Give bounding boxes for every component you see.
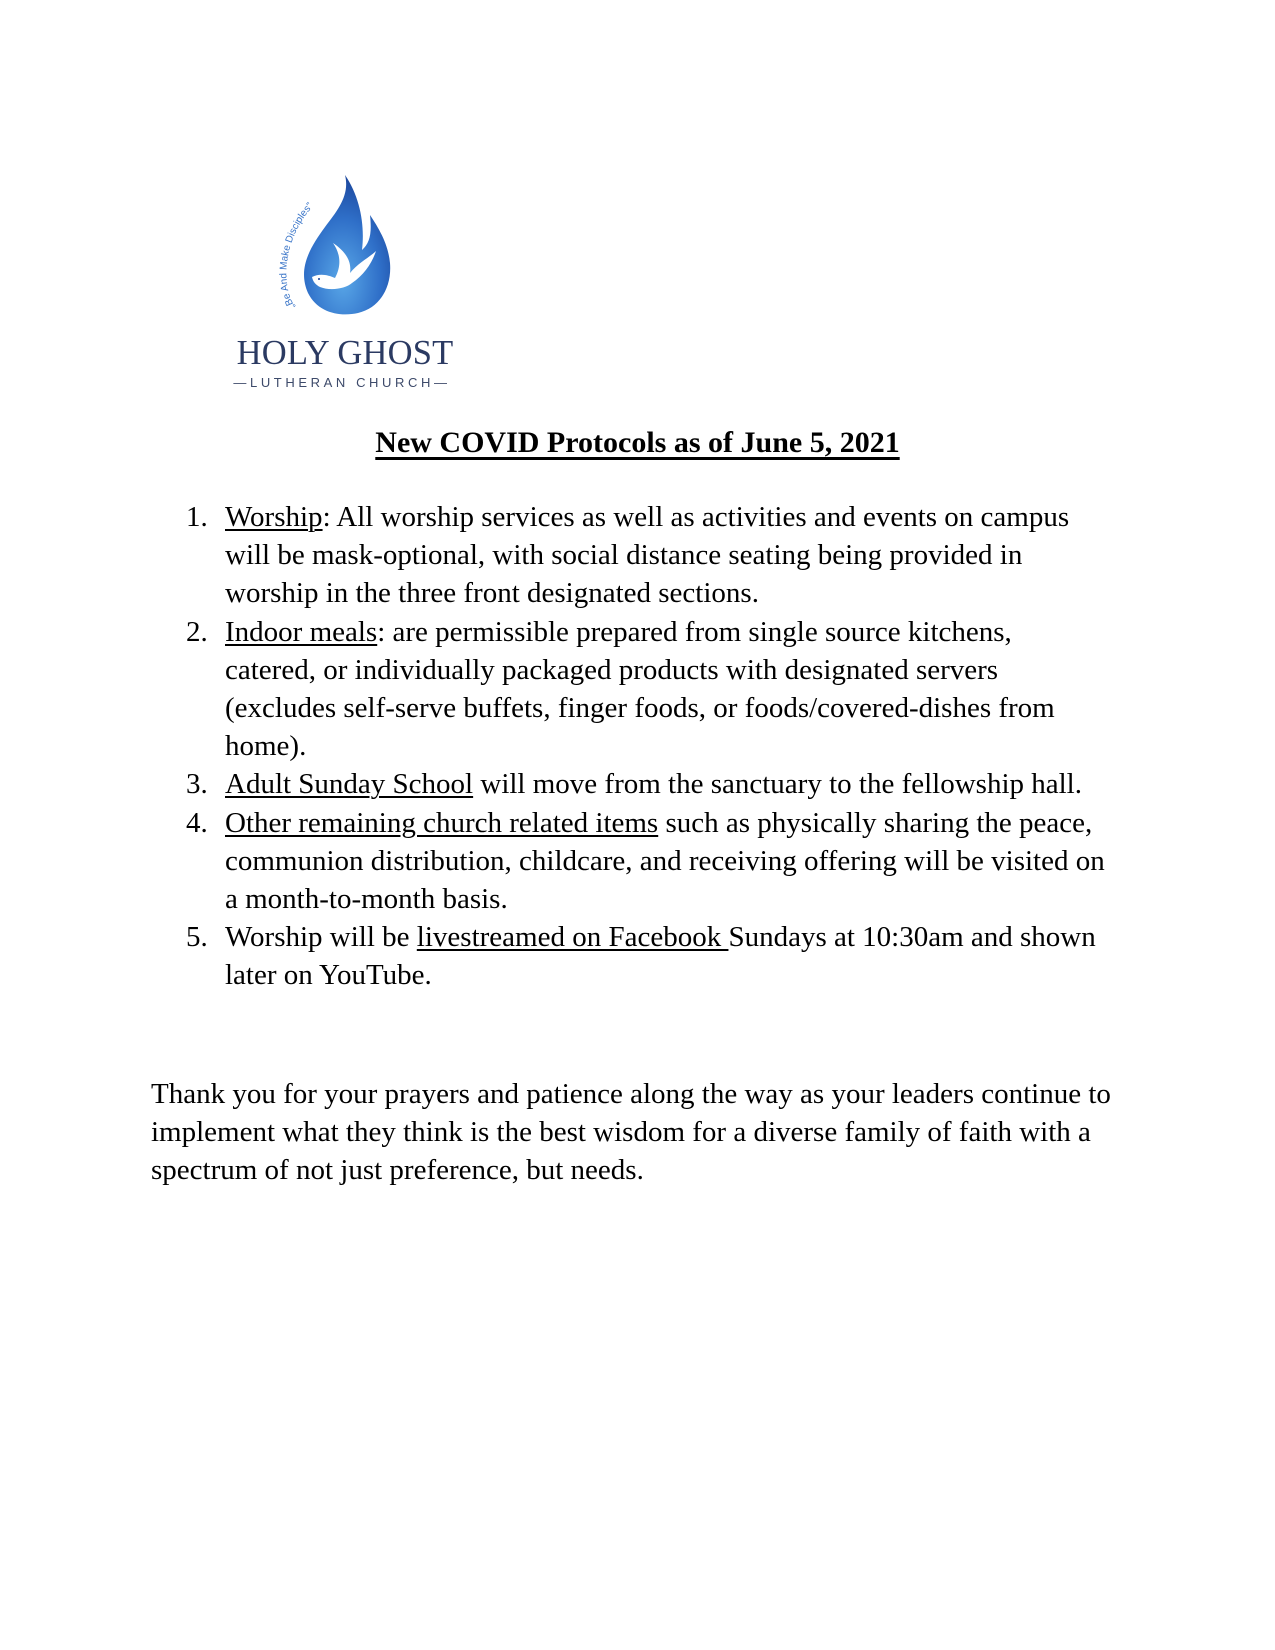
item-number: 2. xyxy=(186,615,208,648)
title-text: New COVID Protocols as of June 5, 2021 xyxy=(375,426,900,459)
protocol-item-livestream xyxy=(186,918,1106,994)
item-heading: Worship xyxy=(225,501,323,533)
document-title xyxy=(0,425,1275,461)
flame-dove-icon xyxy=(200,165,490,335)
item-number: 4. xyxy=(186,806,208,839)
item-number: 3. xyxy=(186,768,208,801)
closing-paragraph: Thank you for your prayers and patience along the way as your leaders continue to implement what they think is the best wisdom for a diverse family of faith with a spectrum of not just preference, but needs. xyxy=(151,1078,1111,1187)
item-text: will move from the sanctuary to the fellowship hall. xyxy=(473,768,1082,801)
item-prefix: Worship will be xyxy=(225,921,417,954)
protocol-item-worship xyxy=(186,498,1106,613)
protocol-item-sunday-school xyxy=(186,765,1106,803)
livestream-link[interactable]: livestreamed on Facebook xyxy=(416,921,729,954)
protocol-list xyxy=(186,498,1106,995)
church-logo xyxy=(200,165,490,405)
protocol-item-indoor-meals xyxy=(186,613,1106,766)
item-text: Sundays at 10:30am and shown later on YouTube. xyxy=(225,921,1096,992)
item-text: : All worship services as well as activities and events on campus will be mask-optional, with social distance seating being provided in worship in the three front designated sections. xyxy=(225,501,1070,610)
logo-subtitle: —LUTHERAN CHURCH— xyxy=(233,375,451,390)
item-number: 5. xyxy=(186,921,208,954)
protocol-item-other xyxy=(186,804,1106,919)
item-heading: Adult Sunday School xyxy=(225,768,474,801)
item-heading: Indoor meals xyxy=(225,615,378,648)
item-text: : are permissible prepared from single source kitchens, catered, or individually packaged products with designated servers (excludes self-serve buffets, finger foods, or foods/covered-dishes from home). xyxy=(225,615,1055,763)
item-heading: Other remaining church related items xyxy=(225,806,659,839)
item-text: such as physically sharing the peace, communion distribution, childcare, and receiving offering will be visited on a month-to-month basis. xyxy=(225,806,1105,916)
logo-tagline: „Be And Make Disciples” xyxy=(278,200,316,312)
item-number: 1. xyxy=(186,501,208,533)
logo-church-name: HOLY GHOST xyxy=(236,334,454,372)
